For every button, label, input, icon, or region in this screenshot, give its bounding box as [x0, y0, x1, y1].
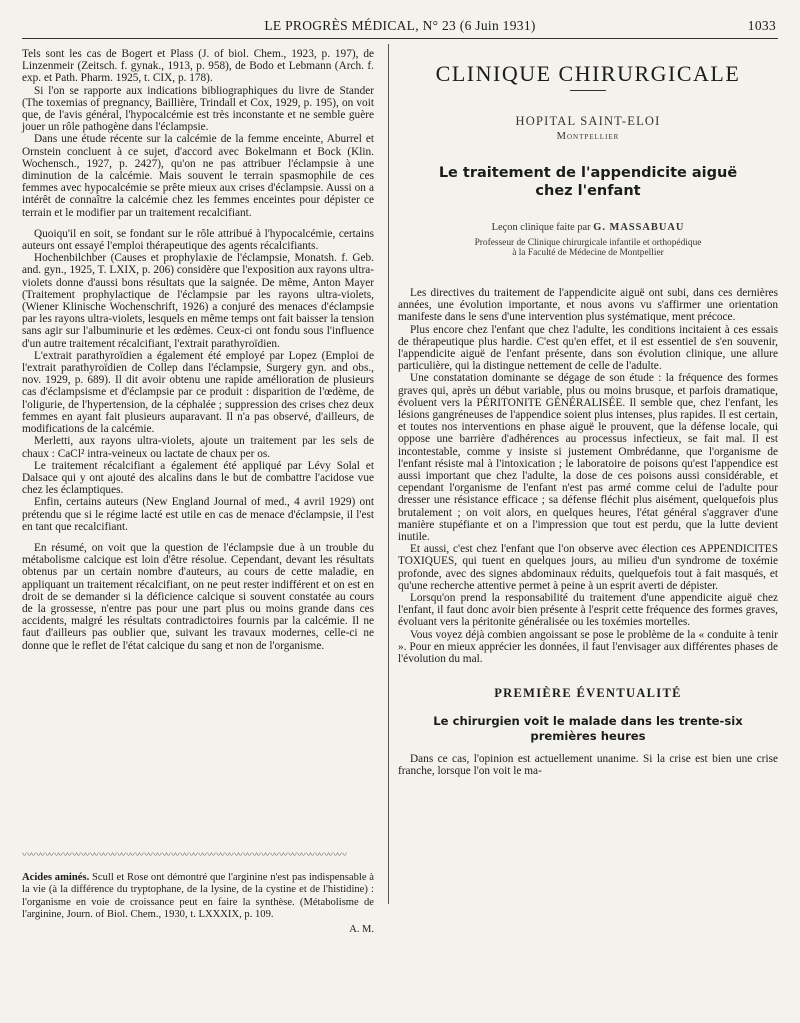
right-column — [398, 48, 778, 777]
article-body — [398, 287, 778, 665]
paragraph: Si l'on se rapporte aux indications bibliographiques du livre de Stander (The toxemias of pregnancy, Baillière, Trindall et Cox, 1929, p. 195), on voit que, de l'avis général, l'hypocalcémie est très inconstante et ne semble guère jouer un rôle pathogène dans l'éclampsie. — [22, 84, 374, 134]
left-column — [22, 48, 374, 652]
subtitle-line: premières heures — [530, 728, 646, 743]
column-divider — [388, 44, 389, 904]
paragraph: Dans une étude récente sur la calcémie de la femme enceinte, Aburrel et Ornstein concluent à ce sujet, d'accord avec Bokelmann et Bock (Klin. Wochensch., 1927, p. 2427), qu'on ne pas attribuer l'éclampsie à une diminution de la calcémie. Mais souvent le terrain spasmophile de ces femmes avec hypocalcémie se prête mieux aux crises d'éclampsie. Aussi on a intérêt de connaître la calcémie chez les femmes enceintes pour dépister ce terrain et le modifier par un traitement recalcifiant. — [22, 133, 374, 219]
paragraph: Lorsqu'on prend la responsabilité du traitement d'une appendicite aiguë chez l'enfant, il faut donc avoir bien présente à l'esprit cette fréquence des formes graves, évoluant vers la péritonite généralisée ou les toxémies mortelles. — [398, 592, 778, 629]
journal-issue: LE PROGRÈS MÉDICAL, N° 23 (6 Juin 1931) — [264, 18, 536, 33]
affiliation-line: à la Faculté de Médecine de Montpellier — [512, 248, 664, 259]
section-heading: CLINIQUE CHIRURGICALE — [435, 61, 741, 86]
paragraph: Quoiqu'il en soit, se fondant sur le rôle attribué à l'hypocalcémie, certains auteurs ont essayé l'emploi thérapeutique des agents récalcifiants. — [22, 227, 374, 253]
lecture-prefix: Leçon clinique faite par — [491, 221, 591, 233]
article-title-line: chez l'enfant — [535, 182, 641, 199]
paragraph: Dans ce cas, l'opinion est actuellement unanime. Si la crise est bien une crise franche, lorsque l'on voit le ma- — [398, 752, 778, 777]
paragraph: Une constatation dominante se dégage de son étude : la fréquence des formes graves qui, après un début variable, plus ou moins brusque, et parfois dramatique, évoluent vers la PÉRITONITE GÉNÉRALISÉE. Il semble que, chez l'enfant, les lésions gangréneuses de l'appendice soient plus intenses, plus rapides. Il est certain, et toutes nos interventions en phase aiguë le prouvent, que la défense locale, qui oppose une barrière d'adhérences au processus infectieux, se fait mal. Il est incontestable, comme y insiste si justement Ombrédanne, que l'organisme de l'enfant résiste mal à l'intoxication ; le laboratoire de poisons qu'est l'appendice est aussi important que chez l'adulte, la dose de ces poisons aussi considérable, et cependant l'organisme de l'enfant n'est pas armé comme celui de l'adulte pour dresser une résistance efficace ; sa défense fléchit plus aisément, quelquefois plus brutalement ; on voit alors, en quelques heures, l'état général s'aggraver d'une manière stupéfiante et on a l'impression que tout est perdu, que la lutte devient inutile. — [398, 372, 778, 544]
note-signature: A. M. — [349, 923, 374, 935]
paragraph: Merletti, aux rayons ultra-violets, ajoute un traitement par les sels de chaux : CaCl² intra-veineux ou lactate de chaux per os. — [22, 435, 374, 460]
subsection-title: PREMIÈRE ÉVENTUALITÉ — [494, 686, 682, 701]
paragraph: L'extrait parathyroïdien a également été employé par Lopez (Emploi de l'extrait parathyroïdien de Collep dans l'éclampsie, Surgery gyn. and obs., nov. 1929, p. 689). Il dit avoir obtenu une rapide amélioration de plusieurs cas d'éclampsisme et d'éclampsie par ce produit : disparition de l'œdème, de l'oligurie, de l'hypertension, de la céphalée ; suppression des crises chez deux femmes en ayant fait plusieurs auparavant. Il n'a pas observé, d'ailleurs, de modifications de la calcémie. — [22, 349, 374, 436]
affiliation-line: Professeur de Clinique chirurgicale infantile et orthopédique — [474, 237, 702, 248]
paragraph: Tels sont les cas de Bogert et Plass (J. of biol. Chem., 1923, p. 197), de Linzenmeir (Zeitsch. f. gynak., 1913, p. 958), de Bodo et Lebmann (Arch. f. exp. et Path. Pharm. 1925, t. CIX, p. 178). — [22, 48, 374, 85]
hospital-name: HOPITAL SAINT-ELOI — [515, 114, 661, 129]
city-name: Montpellier — [556, 131, 620, 143]
author-affiliation — [398, 238, 778, 259]
page-number: 1033 — [747, 18, 776, 33]
lecture-credit — [398, 222, 778, 234]
article-title — [398, 164, 778, 200]
running-header — [22, 16, 778, 39]
paragraph: Hochenbilchber (Causes et prophylaxie de l'éclampsie, Monatsh. f. Geb. and. gyn., 1925, T. LXIX, p. 206) considère que l'exposition aux rayons ultra-violets donne d'aussi bons résultats que la saignée. De même, Anton Mayer (Traitement prophylactique de l'éclampsie par les rayons ultra-violets, (Wiener Klinische Wochenschrift, 1926) a conjuré des menaces d'éclampsie par les rayons ultra-violets, lesquels en même temps ont fait baisser la tension sans agir sur l'albuminurie et les œdèmes. Ceux-ci ont fondu sous l'influence d'un autre traitement récalcifiant, l'extrait parathyroïdien. — [22, 252, 374, 350]
paragraph: Et aussi, c'est chez l'enfant que l'on observe avec élection ces APPENDICITES TOXIQUES, qui tuent en quelques jours, au milieu d'un syndrome de toxémie profonde, avec des signes abdominaux réduits, quelquefois tout à fait masqués, et qu'une recherche attentive permet à peine à un esprit averti de dépister. — [398, 543, 778, 592]
subsection-subtitle — [398, 714, 778, 744]
paragraph: Plus encore chez l'enfant que chez l'adulte, les conditions incitaient à ces essais de thérapeutique plus hardie. C'est qu'en effet, et il est essentiel de s'en souvenir, l'appendicite aiguë de l'enfant présente, dans son évolution clinique, une allure particulière, qui la distingue nettement de celle de l'adulte. — [398, 323, 778, 373]
title-rule — [570, 90, 606, 91]
author-name: G. MASSABUAU — [593, 221, 685, 233]
paragraph: Les directives du traitement de l'appendicite aiguë ont subi, dans ces dernières années, une évolution importante, et nous avons vu s'affirmer une orientation manifeste dans le sens d'une intervention plus systématique, ment précoce. — [398, 287, 778, 324]
paragraph: En résumé, on voit que la question de l'éclampsie due à un trouble du métabolisme calcique est loin d'être résolue. Cependant, devant les résultats obtenus par un certain nombre d'auteurs, au cours de cette maladie, en appliquant un traitement récalcifiant, on ne peut rester indifférent et on est en droit de se demander si la déficience calcique si souvent constatée au cours de la grossesse, n'entre pas pour une part plus ou moins grande dans ces accidents, malgré les résultats contradictoires fournis par la calcémie. Il ne faut d'ailleurs pas oublier que, suivant les travaux modernes, celle-ci ne donne que le reflet de l'état calcique du sang et non de l'organisme. — [22, 541, 374, 652]
note-text: Scull et Rose ont démontré que l'arginine n'est pas indispensable à la vie (à la différence du tryptophane, de la lysine, de la cystine et de l'histidine) : l'organisme en voie de croissance peut en faire la synthèse. (Métabolisme de l'arginine, Journ. of Biol. Chem., 1930, t. LXXXIX, p. 109. — [22, 872, 374, 921]
note-heading: Acides aminés. — [22, 872, 90, 883]
paragraph: Vous voyez déjà combien angoissant se pose le problème de la « conduite à tenir ». Pour en mieux apprécier les données, il faut l'envisager aux différentes phases de l'évolution du mal. — [398, 628, 778, 666]
paragraph: Le traitement récalcifiant a également été appliqué par Lévy Solal et Dalsace qui y ont ajouté des alcalins dans le but de combattre l'acidose vue chez les éclamptiques. — [22, 459, 374, 497]
note-amino-acids — [22, 872, 374, 936]
wavy-separator: 〰〰〰〰〰〰〰〰〰〰〰〰〰〰〰〰〰〰〰〰〰〰〰〰〰〰〰〰〰〰〰〰〰〰〰〰 — [22, 852, 346, 860]
article-title-line: Le traitement de l'appendicite aiguë — [438, 164, 738, 181]
subtitle-line: Le chirurgien voit le malade dans les trente-six — [433, 713, 743, 728]
paragraph: Enfin, certains auteurs (New England Journal of med., 4 avril 1929) ont prétendu que si le régime lacté est utile en cas de menace d'éclampsie, il l'est en tant que recalcifiant. — [22, 496, 374, 533]
